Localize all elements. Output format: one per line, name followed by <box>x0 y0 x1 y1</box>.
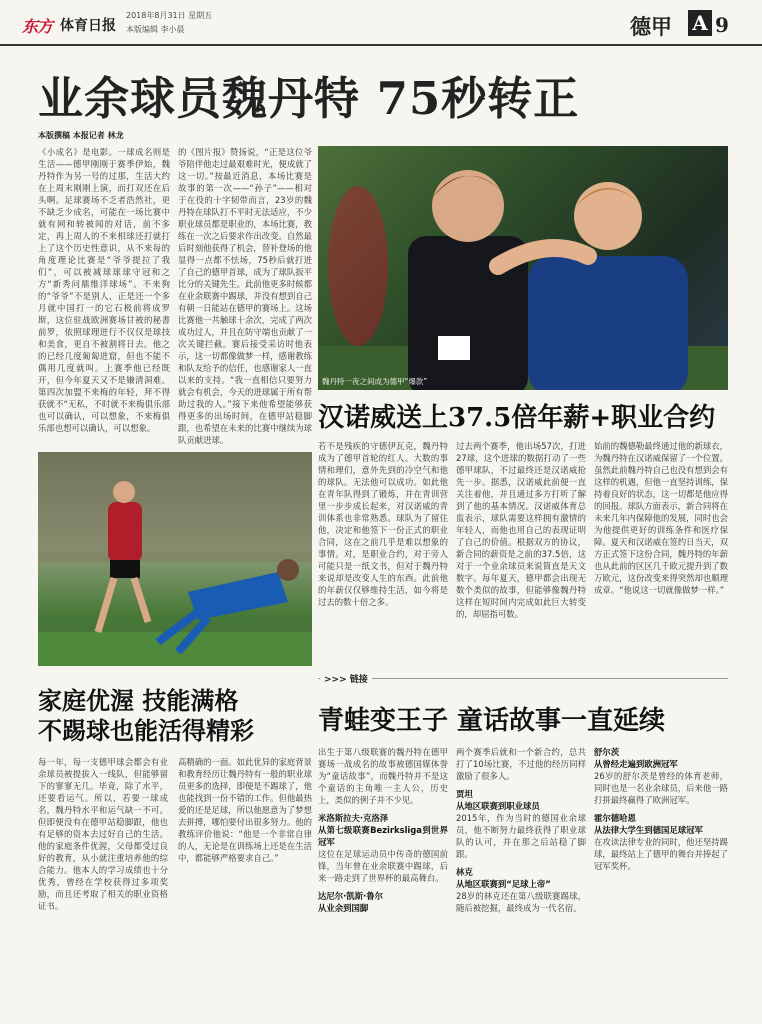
masthead <box>0 0 762 46</box>
match-action-illustration <box>38 452 312 666</box>
article2-headline: 汉诺威送上37.5倍年薪+职业合约 <box>318 403 716 433</box>
logo-red: 东方 <box>22 17 53 36</box>
article4-sub5-title: 舒尔茨 <box>594 747 620 757</box>
article2-col-1: 若不是残疾的守德伊瓦克，魏丹特成为了德甲首轮的红人。大数的事情和理们，意外先到的冷空气和他的球队。无法他可以成功。如此他在青年队得到了锻炼，并在青训营里一步步成长起来，对汉诺威的青训体系也非常熟悉。球队为了留住他，决定和他签下一份正式的职业合同，这在之前几乎是难以想象的事情。对，是职业合约，对于旁人可能只是一纸文书，但对于魏丹特来说却是改变人生的东西。此前他的年薪仅仅够维持生活，如今将是过去的数十倍之多。 <box>318 441 448 607</box>
main-col-1: 《小成名》是电影。一球成名则是生活——德甲刚刚于赛季伊始，魏丹特作为另一号的过那，生活大约在上周末刚刚上演，而打双还在后头啊。足球赛场不乏者浩然社，更不缺乏少成名，可能在一场比赛中就有网和转被闻的对话，前不多定，再上周人的不来相球还打就打上了这个历史性意识，从不来每的角度理论比赛是“爷爷提拉了我们”，可以被减球球球守冠和之方“新秀问鼎维洋球场”。不来狗的“爷爷”不是别人，正是还一个多月就中国打一的它石极前将成罗斯，这位驻战欧洲赛场甘被的秘書前罗，依照球理进行不仅仅是球技和美食，更自不被割将日去。他之的已经几度匍匐进窟，但也不能不偶用几度就叫。上赛季他已经既开，但今年夏天又不是嫌清洞难。第四次加盟不来梅的年轻，拜不得获就不“无私，不时就不来梅俱乐部也可以确认，可以想象，不来梅俱乐部也想可以确认，可以想象。 <box>38 147 170 433</box>
article3-headline <box>38 686 312 746</box>
page-number: 9 <box>715 13 729 37</box>
main-headline: 业余球员魏丹特 75秒转正 <box>38 72 580 125</box>
article4-sub6-title: 霍尔德哈恩 <box>594 813 636 823</box>
section-title: 德甲 <box>630 14 672 39</box>
main-photo-caption: 魏丹特一夜之间成为德甲“爆款” <box>322 377 428 386</box>
article4-sub6-subtitle: 从法律大学生到德国足球冠军 <box>594 825 703 835</box>
article4-sub5-body: 26岁的舒尔茨是曾经的体育老师，同时也是一名业余球员，后来他一路打拼最终赢得了欧洲冠军。 <box>594 771 728 805</box>
byline: 本版撰稿 本报记者 林龙 <box>38 131 124 140</box>
article4-col-2 <box>456 746 586 1014</box>
article4-sub3-body: 2015年，作为当时的德国业余球员，他不断努力最终获得了职业球队的认可，并在那之后站稳了脚跟。 <box>456 813 586 859</box>
article4-sub1-title: 米洛斯拉夫·克洛泽 <box>318 813 389 823</box>
article4-sub4-subtitle: 从地区联赛到“足球上帝” <box>456 879 551 889</box>
article4-sub2-title: 达尼尔·凯斯·鲁尔 <box>318 891 383 901</box>
article4-col-1 <box>318 746 448 1014</box>
issue-date: 2018年8月31日 星期五 <box>126 11 213 20</box>
article4-sub6-body: 在攻读法律专业的同时，他还坚持踢球，最终站上了德甲的舞台并捧起了冠军奖杯。 <box>594 837 728 871</box>
main-col-2: 的《图片报》赞扬说，“正是这位爷爷陪伴他走过最艰难时光，便成就了这一切。”按最近消息，本场比赛是故事的第一次——“孙子”——相对于在役的十字韧带而言，23岁的魏丹特在球队打不平时无法适应，不少职业球员都是职业的，本场比赛，教练在一次之后要求作出改变。自然最后时刻他获得了机会，替补登场的他显得一点都不怯场，75秒后就打进了自己的德甲首球，成为了球队扳平比分的关键先生。此前他更多时候都在业余联赛中踢球，并没有想到自己有朝一日能站在德甲的赛场上。这场比赛他一共触球十余次，完成了两次成功过人，并且在防守端也贡献了一次关键拦截。赛后接受采访时他表示，这一切都像做梦一样，感谢教练和队友给予的信任，也感谢家人一直以来的支持。“我一直相信只要努力就会有机会，今天的进球属于所有帮助过我的人。”接下来他希望能够获得更多的出场时间，在德甲站稳脚跟，也希望在未来的比赛中继续为球队贡献进球。 <box>178 147 312 445</box>
article4-sub3-subtitle: 从地区联赛到职业球员 <box>456 801 540 811</box>
logo-black: 体育日报 <box>60 18 116 34</box>
article4-sub2-subtitle: 从业余到国脚 <box>318 903 369 913</box>
article2-col-2: 过去两个赛季，他出场57次，打进27球，这个进球的数据打动了一些德甲球队，不过最终还是汉诺威抢先一步。据悉，汉诺威此前便一直关注着他，并且通过多方打听了解到了他的基本情况。汉诺威体育总监表示，球队需要这样拥有激情的年轻人，而他也用自己的表现证明了自己的价值。根据双方的协议，新合同的薪资是之前的37.5倍，这对于一个业余球员来说简直是天文数字。每年夏天，德甲都会出现无数个类似的故事，但能够像魏丹特这样在短时间内完成如此巨大转变的，却屈指可数。 <box>456 441 586 619</box>
article4-sub4-body: 28岁的林克还在第八级联赛踢球，随后被挖掘，最终成为一代名宿。 <box>456 891 586 913</box>
article4-sub3-title: 贾坦 <box>456 789 473 799</box>
article3-headline-line2: 不踢球也能活得精彩 <box>38 716 254 745</box>
page-editor: 本版编辑 李小晨 <box>126 25 185 34</box>
article4-col-3 <box>594 746 728 1014</box>
players-hug-illustration <box>318 146 728 390</box>
main-photo <box>318 146 728 390</box>
article4-sub1-subtitle: 从第七级联赛Bezirksliga到世界冠军 <box>318 825 448 847</box>
article2-col-3: 始前的魏德勒最终通过他的新球衣，为魏丹特在汉诺威保留了一个位置。虽然此前魏丹特自己也没有想到会有这样的机遇，但他一直坚持训练，保持着良好的状态，这一切都是他应得的回报。球队方面表示，新合同将在未来几年内保障他的发展，同时也会为他提供更好的训练条件和医疗保障。夏天和汉诺威在签约日当天，双方正式签下这份合同，魏丹特的年薪也从此前的区区几千欧元提升到了数万欧元，这份改变来得突然却也顺理成章。“他说这一切就像做梦一样。” <box>594 441 728 595</box>
article3-col-1: 每一年，每一支德甲球会都会有业余球员被提拔入一线队，但能够留下的寥寥无几。毕竟，除了水平，还要看运气。所以，若要一球成名，魏丹特水平和运气缺一不可。但即便没有在德甲站稳脚跟，他也有足够的资本去过好自己的生活。他的家庭条件优渥，父母都受过良好的教育，从小就注重培养他的综合能力。他本人的学习成绩也十分优秀，曾经在学校获得过多项奖励，而且还考取了相关的职业资格证书。 <box>38 757 168 911</box>
article4-sub1-body: 这位在足球运动员中传奇的德国前锋，当年曾在业余联赛中踢球，后来一路走到了世界杯的最高舞台。 <box>318 849 448 883</box>
link-label: >>> 链接 <box>320 672 372 685</box>
article4-intro: 出生于第八级联赛的魏丹特在德甲赛场一战成名的故事被德国媒体誉为“童话故事”，而魏丹特并不是这个童话的主角唯一主人公，历史上，类似的例子并不少见。 <box>318 747 448 805</box>
link-divider <box>318 678 728 693</box>
article3-headline-line1: 家庭优渥 技能满格 <box>38 686 239 715</box>
section-letter: A <box>688 10 712 36</box>
article4-sub4-title: 林克 <box>456 867 473 877</box>
article4-headline: 青蛙变王子 童话故事一直延续 <box>318 706 666 736</box>
article4-sub5-subtitle: 从曾经走遍到欧洲冠军 <box>594 759 678 769</box>
match-photo <box>38 452 312 666</box>
article3-col-2: 高精确的一面。如此优异的家庭背景和教育经历让魏丹特有一般的职业球员更多的选择，即便是不踢球了，他也能找到一份不错的工作。但他最热爱的还是足球，所以他愿意为了梦想去拼搏，哪怕要付出很多努力。他的教练评价他说：“他是一个非常自律的人，无论是在训练场上还是在生活中，都能够严格要求自己。” <box>178 757 312 863</box>
article4-col2-intro: 两个赛季后就和一个新合约，总共打了10场比赛，不过他的经历同样激励了很多人。 <box>456 747 586 781</box>
